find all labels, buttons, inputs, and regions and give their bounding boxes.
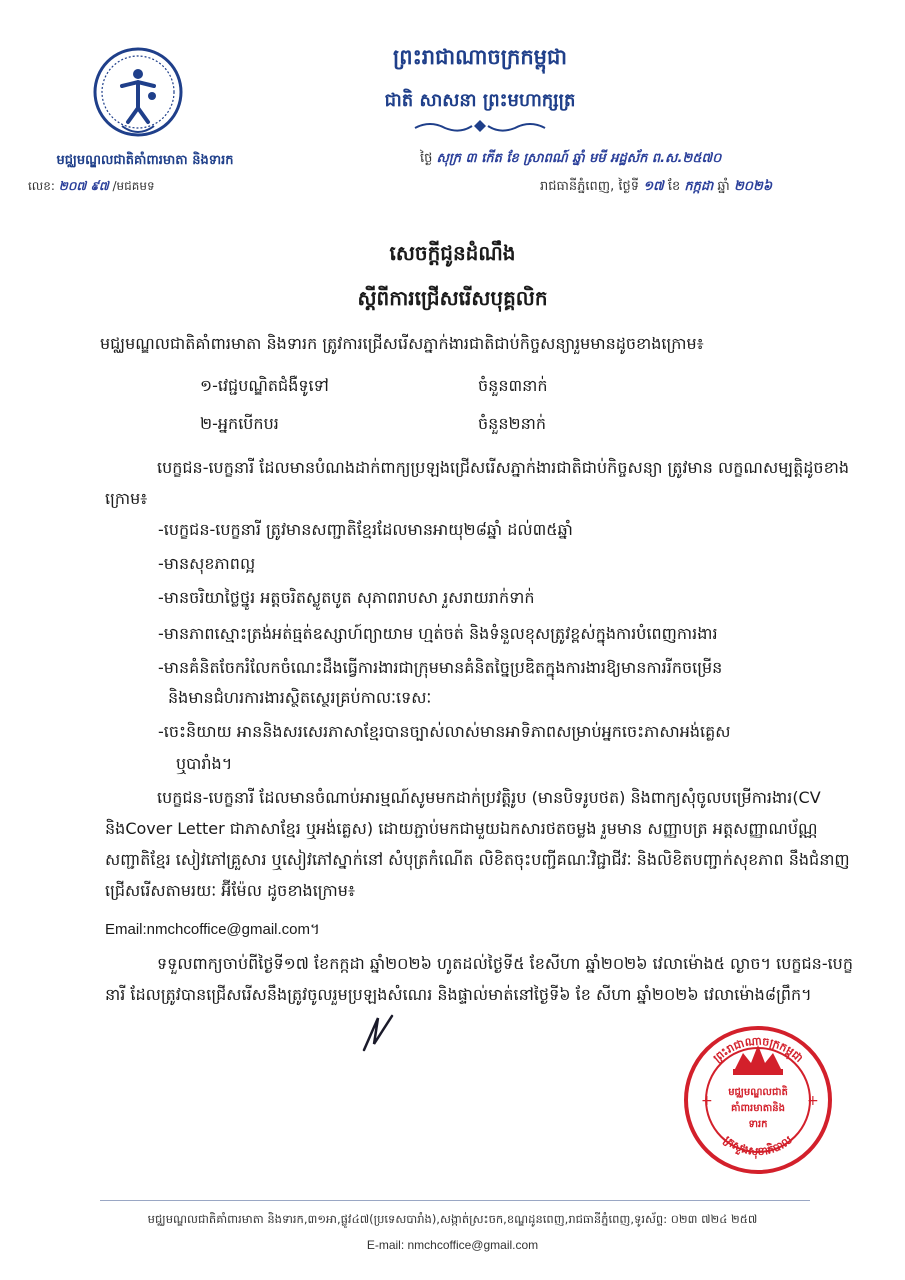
lunar-date-value: សុក្រ ៣ កើត ខែ ស្រាពណ៍ ឆ្នាំ មមី អដ្ឋស័ក ព.ស.២៥៧០ — [436, 151, 722, 166]
ref-suffix: /មជគមទ — [112, 179, 155, 193]
stamp-inner-text-3: ទារក — [748, 1119, 768, 1130]
position-1-count: ចំនួន៣នាក់ — [478, 376, 548, 395]
requirement-item: -ចេះនិយាយ អាននិងសរសេរភាសាខ្មែរបានច្បាស់លាស់មានអាទិភាពសម្រាប់អ្នកចេះភាសាអង់គ្លេស — [158, 722, 731, 741]
requirement-item: ឬបារាំង។ — [176, 754, 233, 773]
signature — [358, 1010, 398, 1060]
ref-number: ២០៧ ៩៧ — [58, 179, 109, 193]
document-date — [540, 178, 772, 197]
lunar-prefix: ថ្ងៃ — [420, 151, 433, 166]
intro-paragraph: មជ្ឈមណ្ឌលជាតិគាំពារមាតា និងទារក ត្រូវការជ្រើសរើសភ្នាក់ងារជាតិជាប់កិច្ចសន្យារួមមានដូចខាងក្រោម៖ — [100, 334, 704, 353]
ornament-divider — [410, 118, 550, 134]
kingdom-heading: ព្រះរាជាណាចក្រកម្ពុជា — [392, 45, 567, 69]
date-year: ២០២៦ — [733, 179, 773, 194]
stamp-inner-text-1: មជ្ឈមណ្ឌលជាតិ — [728, 1087, 788, 1098]
date-month-prefix: ខែ — [667, 179, 681, 194]
document-subtitle: ស្តីពីការជ្រើសរើសបុគ្គលិក — [357, 286, 548, 310]
svg-text:ក្រសួងសុខាភិបាល — [721, 1133, 795, 1159]
deadline-paragraph: ទទួលពាក្យចាប់ពីថ្ងៃទី១៧ ខែកក្កដា ឆ្នាំ២០២៦ ហូតដល់ថ្ងៃទី៥ ខែសីហា ឆ្នាំ២០២៦ វេលាម៉ោង៥ ល្ងាច។ បេក្ខជន-បេក្ខនារី ដែលត្រូវបានជ្រើសរើសនឹងត្រូវចូលរួមប្រឡងសំណេរ និងផ្ទាល់មាត់នៅថ្ងៃទី៦ ខែ សីហា ឆ្នាំ២០២៦ វេលាម៉ោង៨ព្រឹក។ — [105, 954, 853, 1004]
ref-prefix: លេខ: — [28, 179, 55, 193]
footer-email: E-mail: nmchcoffice@gmail.com — [366, 1238, 539, 1252]
reference-number — [28, 178, 155, 196]
requirement-item: និងមានជំហរការងារស្ថិតស្ថេរគ្រប់កាលៈទេសៈ — [168, 688, 432, 707]
footer-divider — [100, 1200, 810, 1201]
requirements-intro: បេក្ខជន-បេក្ខនារី ដែលមានបំណងដាក់ពាក្យប្រឡងជ្រើសរើសភ្នាក់ងារជាតិជាប់កិច្ចសន្យា ត្រូវមាន លក្ខណសម្បត្តិដូចខាងក្រោម៖ — [105, 458, 849, 508]
position-1-name: ១-វេជ្ជបណ្ឌិតជំងឺទូទៅ — [200, 376, 329, 395]
requirement-item: -បេក្ខជន-បេក្ខនារី ត្រូវមានសញ្ជាតិខ្មែរដែលមានអាយុ២៨ឆ្នាំ ដល់៣៥ឆ្នាំ — [158, 520, 573, 539]
svg-text:+: + — [807, 1093, 819, 1109]
official-stamp — [683, 1025, 833, 1175]
date-month: កក្កដា — [684, 179, 714, 194]
requirement-item: -មានភាពស្មោះត្រង់អត់ធ្មត់ឧស្សាហ៍ព្យាយាម ហ្មត់ចត់ និងទំនួលខុសត្រូវខ្ពស់ក្នុងការបំពេញការងារ — [158, 624, 718, 643]
date-day: ១៧ — [643, 179, 664, 194]
document-title: សេចក្តីជូនដំណឹង — [389, 241, 516, 265]
application-paragraph: បេក្ខជន-បេក្ខនារី ដែលមានចំណាប់អារម្មណ៍សូមមកដាក់ប្រវត្តិរូប (មានបិទរូបថត) និងពាក្យសុំចូលបម្រើការងារ(CV និងCover Letter ជាភាសាខ្មែរ ឬអង់គ្លេស) ដោយភ្ជាប់មកជាមួយឯកសារថតចម្លង រួមមាន សញ្ញាបត្រ អត្តសញ្ញាណប័ណ្ណសញ្ជាតិខ្មែរ សៀវភៅគ្រួសារ ឬសៀវភៅស្នាក់នៅ សំបុត្រកំណើត លិខិតចុះបញ្ជីគណៈវិជ្ជាជីវៈ និងលិខិតបញ្ជាក់សុខភាព នឹងជំនាញជ្រើសរើសតាមរយៈ អ៊ីម៉ែល ដូចខាងក្រោម៖ — [105, 788, 850, 900]
svg-text:+: + — [701, 1093, 713, 1109]
date-year-prefix: ឆ្នាំ — [717, 179, 730, 194]
position-2-name: ២-អ្នកបើកបរ — [200, 414, 279, 433]
date-prefix: រាជធានីភ្នំពេញ, ថ្ងៃទី — [540, 179, 640, 194]
center-logo — [92, 46, 184, 146]
position-2-count: ចំនួន២នាក់ — [478, 414, 546, 433]
footer-address: មជ្ឈមណ្ឌលជាតិគាំពារមាតា និងទារក,៣១អា,ផ្លូវ៤៧(ប្រទេសបារាំង),សង្កាត់ស្រះចក,ខណ្ឌដូនពេញ,រាជធានីភ្នំពេញ,ទូរស័ព្ទ: ០២៣ ៧២៤ ២៥៧ — [147, 1212, 758, 1226]
stamp-inner-text-2: គាំពារមាតានិង — [731, 1103, 785, 1114]
requirement-item: -មានគំនិតចែករំលែកចំណេះដឹងធ្វើការងារជាក្រុមមានគំនិតច្នៃប្រឌិតក្នុងការងារឱ្យមានការរីកចម្រើន — [158, 658, 723, 677]
requirement-item: -មានចរិយាថ្លៃថ្នូរ អត្តចរិតស្លូតបូត សុភាពរាបសា រួសរាយរាក់ទាក់ — [158, 588, 535, 607]
center-name: មជ្ឈមណ្ឌលជាតិគាំពារមាតា និងទារក — [56, 153, 234, 168]
stamp-bottom-text: ក្រសួងសុខាភិបាល — [721, 1133, 795, 1159]
stamp-ring-text: ព្រះរាជាណាចក្រកម្ពុជា — [710, 1034, 806, 1065]
requirement-item: -មានសុខភាពល្អ — [158, 554, 256, 573]
application-email: Email:nmchcoffice@gmail.com។ — [105, 921, 320, 938]
national-motto: ជាតិ សាសនា ព្រះមហាក្សត្រ — [384, 90, 576, 111]
lunar-date — [420, 150, 721, 169]
